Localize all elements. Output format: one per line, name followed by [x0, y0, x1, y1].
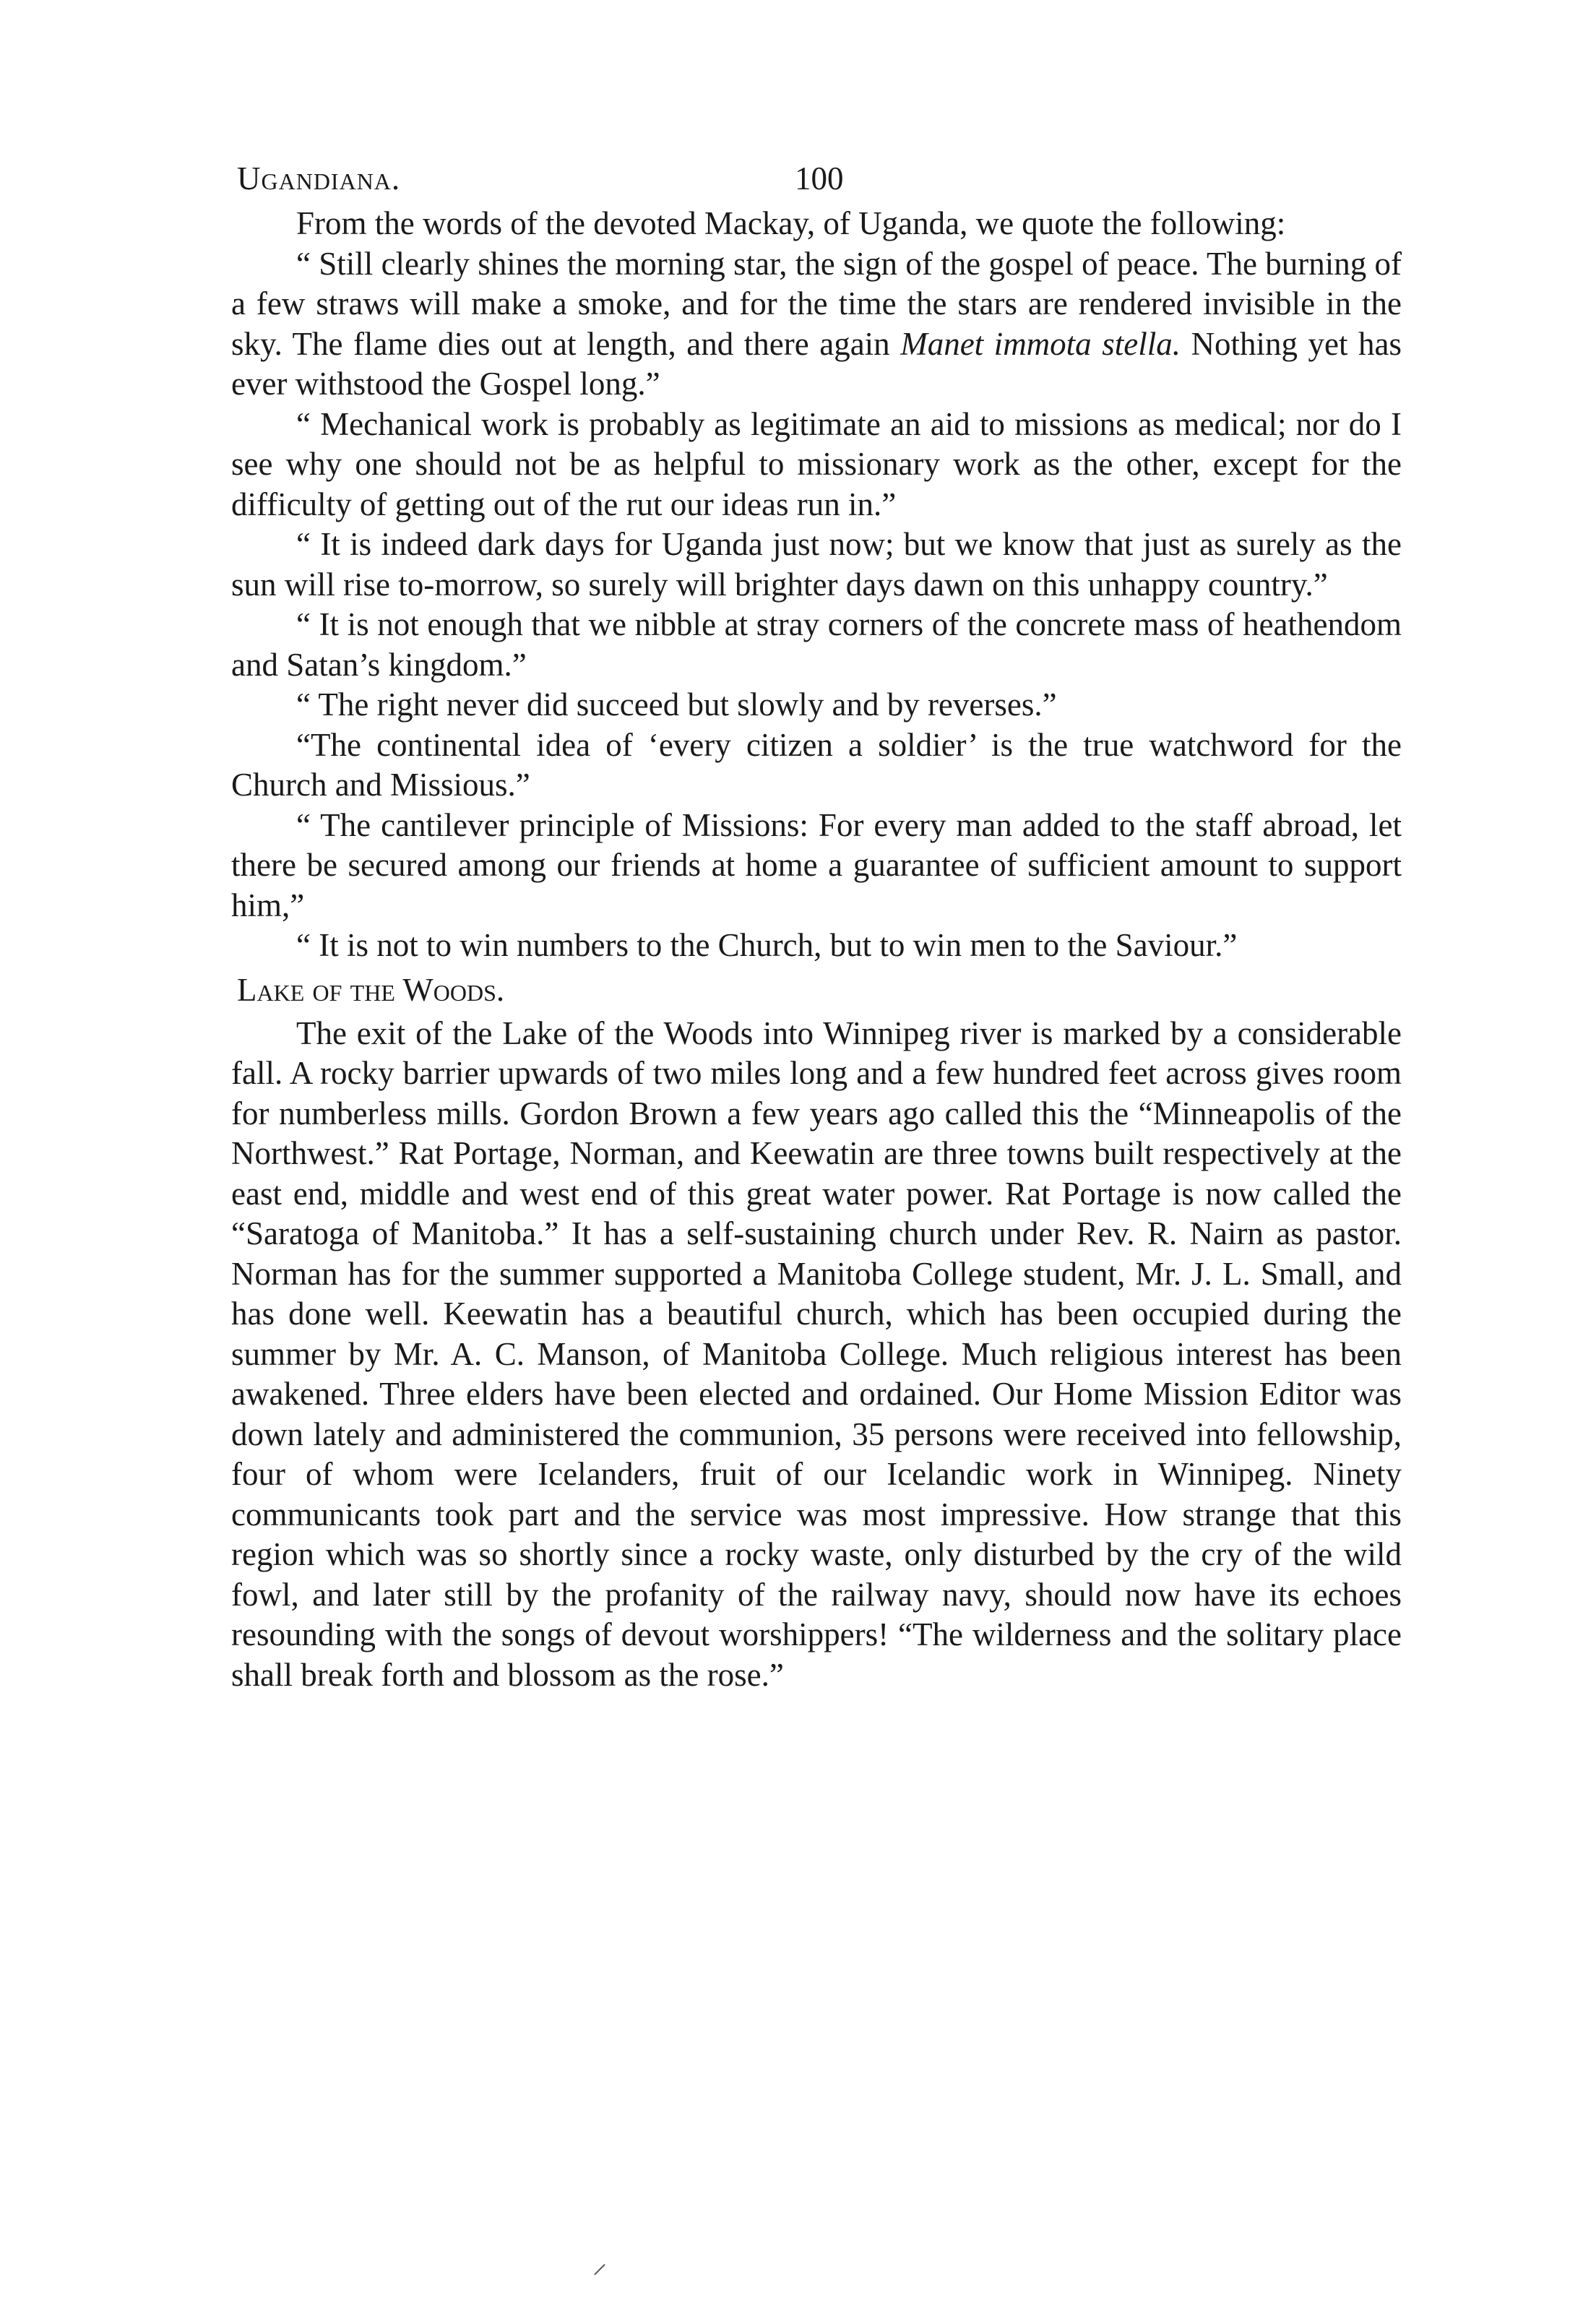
- quote-paragraph: [231, 685, 1402, 725]
- book-page: [231, 159, 1402, 1695]
- quote-text: “ It is not to win numbers to the Church, but to win men to the Saviour.”: [296, 927, 1238, 963]
- quote-paragraph: [231, 605, 1402, 685]
- quote-paragraph: [231, 806, 1402, 926]
- latin-phrase: Manet immota stella.: [900, 325, 1181, 362]
- quote-paragraph: [231, 725, 1402, 806]
- page-number: 100: [795, 160, 844, 197]
- quote-text: Nothing yet has ever withstood the Gospel long.”: [231, 325, 1402, 402]
- quote-text: “ Mechanical work is probably as legitimate an aid to missions as medical; nor do I see why one should not be as helpful to missionary work as the other, except for the difficulty of getting out of the rut our ideas run in.”: [231, 405, 1402, 522]
- quote-text: “ It is not enough that we nibble at stray corners of the concrete mass of heathendom and Satan’s kingdom.”: [231, 606, 1402, 683]
- stray-mark: [594, 2264, 605, 2275]
- running-title: Ugandiana.: [237, 160, 401, 197]
- quote-list: [231, 244, 1402, 966]
- section-body: The exit of the Lake of the Woods into Winnipeg river is marked by a considerable fall. A rocky barrier upwards of two miles long and a few hundred feet across gives room for numberless mills. Gordon Brown a few years ago called this the “Minneapolis of the Northwest.” Rat Portage, Norman, and Keewatin are three towns built respectively at the east end, middle and west end of this great water power. Rat Portage is now called the “Saratoga of Manitoba.” It has a self-sustaining church under Rev. R. Nairn as pastor. Norman has for the summer supported a Manitoba College student, Mr. J. L. Small, and has done well. Keewatin has a beautiful church, which has been occupied during the summer by Mr. A. C. Manson, of Manitoba College. Much religious interest has been awakened. Three elders have been elected and ordained. Our Home Mission Editor was down lately and administered the communion, 35 persons were received into fellowship, four of whom were Icelanders, fruit of our Icelandic work in Winnipeg. Ninety communicants took part and the service was most impressive. How strange that this region which was so shortly since a rocky waste, only disturbed by the cry of the wild fowl, and later still by the profanity of the railway navy, should now have its echoes resounding with the songs of devout worshippers! “The wilderness and the solitary place shall break forth and blossom as the rose.”: [231, 1014, 1402, 1693]
- quote-text: “The continental idea of ‘every citizen a soldier’ is the true watchword for the Church and Missious.”: [231, 726, 1402, 803]
- quote-paragraph: [231, 926, 1402, 966]
- quote-paragraph: [231, 525, 1402, 605]
- section-heading: Lake of the Woods.: [237, 971, 505, 1008]
- quote-text: “ The right never did succeed but slowly and by reverses.”: [296, 686, 1057, 723]
- quote-text: “ Still clearly shines the morning star, the sign of the gospel of peace. The burning of a few straws will make a smoke, and for the time the stars are rendered invisible in the sky. The flame dies out at length, and there again: [231, 245, 1402, 362]
- running-head: [231, 159, 1402, 204]
- quote-text: “ The cantilever principle of Missions: For every man added to the staff abroad, let there be secured among our friends at home a guarantee of sufficient amount to support him,”: [231, 806, 1402, 923]
- quote-paragraph: [231, 405, 1402, 525]
- quote-paragraph: [231, 244, 1402, 405]
- intro-paragraph: From the words of the devoted Mackay, of Uganda, we quote the following:: [296, 205, 1286, 241]
- quote-text: “ It is indeed dark days for Uganda just now; but we know that just as surely as the sun will rise to-morrow, so surely will brighter days dawn on this unhappy country.”: [231, 526, 1402, 603]
